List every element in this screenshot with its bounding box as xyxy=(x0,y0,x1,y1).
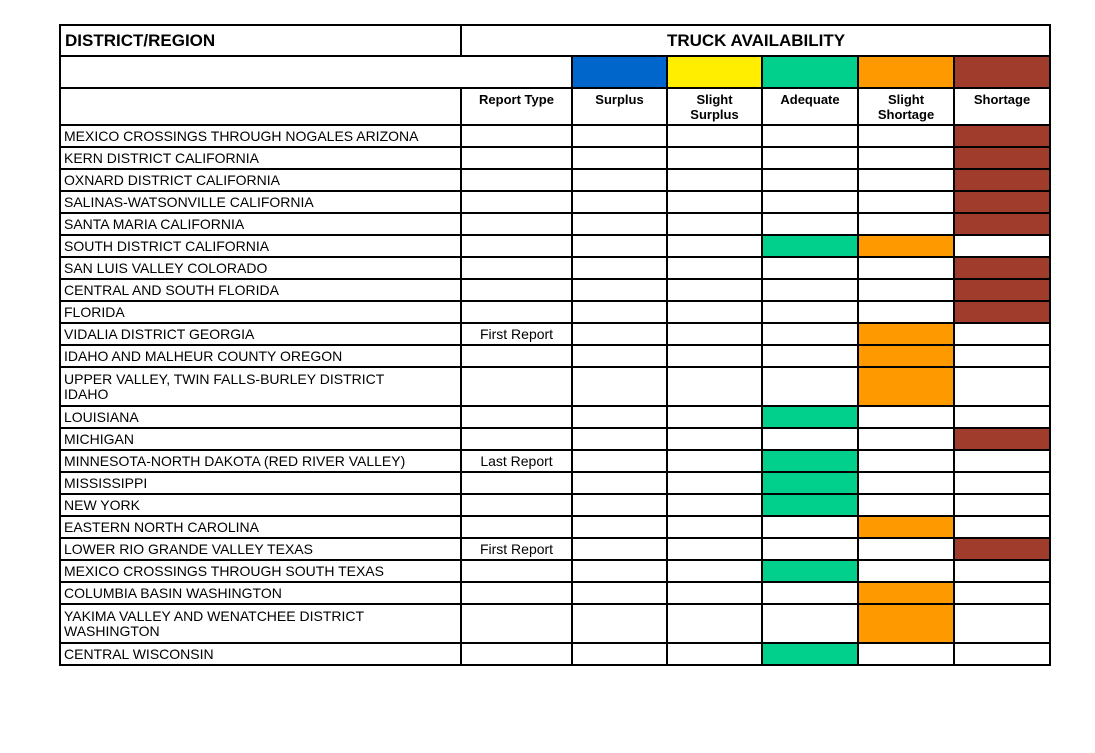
shortage-header: Shortage xyxy=(954,88,1050,125)
slight-surplus-cell xyxy=(667,257,762,279)
slight-surplus-header-line2: Surplus xyxy=(690,107,739,122)
district-name-line2: IDAHO xyxy=(64,385,109,402)
shortage-cell xyxy=(954,279,1050,301)
district-name-line1: MICHIGAN xyxy=(64,430,134,447)
surplus-cell xyxy=(572,406,667,428)
report-type-cell xyxy=(461,169,572,191)
surplus-cell xyxy=(572,516,667,538)
table-row xyxy=(60,147,1050,169)
table-row xyxy=(60,301,1050,323)
surplus-cell xyxy=(572,450,667,472)
truck-availability-header: TRUCK AVAILABILITY xyxy=(461,25,1050,56)
slight-shortage-cell xyxy=(858,472,954,494)
district-name-line1: NEW YORK xyxy=(64,496,140,513)
district-name xyxy=(60,323,461,345)
slight-surplus-cell xyxy=(667,213,762,235)
report-type-cell xyxy=(461,235,572,257)
slight-shortage-cell xyxy=(858,301,954,323)
table-row xyxy=(60,279,1050,301)
report-type-cell xyxy=(461,406,572,428)
adequate-header: Adequate xyxy=(762,88,858,125)
slight-shortage-cell xyxy=(858,516,954,538)
district-name-line2: WASHINGTON xyxy=(64,622,160,639)
table-row xyxy=(60,472,1050,494)
district-column-header xyxy=(60,88,461,125)
slight-shortage-header-line1: Slight xyxy=(887,92,925,107)
report-type-cell xyxy=(461,472,572,494)
table-row xyxy=(60,323,1050,345)
district-name xyxy=(60,235,461,257)
slight-surplus-cell xyxy=(667,604,762,643)
slight-shortage-swatch xyxy=(858,56,954,88)
surplus-cell xyxy=(572,604,667,643)
district-name xyxy=(60,301,461,323)
report-type-cell xyxy=(461,301,572,323)
district-name-line1: SANTA MARIA CALIFORNIA xyxy=(64,215,245,232)
report-type-cell xyxy=(461,428,572,450)
adequate-cell xyxy=(762,604,858,643)
report-type-cell xyxy=(461,643,572,665)
surplus-cell xyxy=(572,538,667,560)
surplus-cell xyxy=(572,428,667,450)
slight-shortage-cell xyxy=(858,406,954,428)
district-name xyxy=(60,147,461,169)
district-region-header: DISTRICT/REGION xyxy=(60,25,461,56)
surplus-cell xyxy=(572,367,667,406)
district-name xyxy=(60,406,461,428)
report-type-cell xyxy=(461,516,572,538)
report-type-cell: First Report xyxy=(461,538,572,560)
district-name-line1: SALINAS-WATSONVILLE CALIFORNIA xyxy=(64,193,314,210)
adequate-cell xyxy=(762,582,858,604)
district-name-line1: CENTRAL AND SOUTH FLORIDA xyxy=(64,281,279,298)
slight-shortage-cell xyxy=(858,279,954,301)
district-name-line1: IDAHO AND MALHEUR COUNTY OREGON xyxy=(64,347,343,364)
slight-shortage-cell xyxy=(858,147,954,169)
slight-shortage-cell xyxy=(858,494,954,516)
district-name-line1: MEXICO CROSSINGS THROUGH SOUTH TEXAS xyxy=(64,562,384,579)
report-type-cell xyxy=(461,367,572,406)
adequate-cell xyxy=(762,191,858,213)
report-type-cell: Last Report xyxy=(461,450,572,472)
adequate-cell xyxy=(762,279,858,301)
adequate-cell xyxy=(762,125,858,147)
slight-shortage-cell xyxy=(858,538,954,560)
district-name xyxy=(60,472,461,494)
district-name-line1: VIDALIA DISTRICT GEORGIA xyxy=(64,325,255,342)
slight-surplus-cell xyxy=(667,582,762,604)
slight-surplus-cell xyxy=(667,125,762,147)
slight-surplus-swatch xyxy=(667,56,762,88)
adequate-cell xyxy=(762,367,858,406)
surplus-cell xyxy=(572,472,667,494)
table-row xyxy=(60,367,1050,406)
slight-surplus-header xyxy=(667,88,762,125)
district-name xyxy=(60,428,461,450)
adequate-cell xyxy=(762,428,858,450)
slight-surplus-cell xyxy=(667,643,762,665)
district-name xyxy=(60,538,461,560)
slight-shortage-cell xyxy=(858,169,954,191)
slight-surplus-cell xyxy=(667,235,762,257)
shortage-cell xyxy=(954,472,1050,494)
district-name-line1: UPPER VALLEY, TWIN FALLS-BURLEY DISTRICT xyxy=(64,370,385,387)
surplus-cell xyxy=(572,235,667,257)
district-name xyxy=(60,450,461,472)
district-name xyxy=(60,257,461,279)
slight-surplus-cell xyxy=(667,494,762,516)
table-row xyxy=(60,191,1050,213)
shortage-cell xyxy=(954,406,1050,428)
adequate-cell xyxy=(762,301,858,323)
adequate-cell xyxy=(762,257,858,279)
slight-shortage-cell xyxy=(858,582,954,604)
truck-availability-table xyxy=(59,24,1051,666)
report-type-cell xyxy=(461,213,572,235)
report-type-header: Report Type xyxy=(461,88,572,125)
district-name-line1: LOWER RIO GRANDE VALLEY TEXAS xyxy=(64,540,313,557)
adequate-cell xyxy=(762,323,858,345)
district-name-line1: KERN DISTRICT CALIFORNIA xyxy=(64,149,259,166)
header-row xyxy=(60,25,1050,56)
table-row xyxy=(60,604,1050,643)
table-row xyxy=(60,345,1050,367)
shortage-cell xyxy=(954,604,1050,643)
district-name xyxy=(60,516,461,538)
table-row xyxy=(60,643,1050,665)
district-name-line1: FLORIDA xyxy=(64,303,125,320)
district-name xyxy=(60,604,461,643)
surplus-swatch xyxy=(572,56,667,88)
shortage-cell xyxy=(954,345,1050,367)
surplus-cell xyxy=(572,582,667,604)
surplus-header: Surplus xyxy=(572,88,667,125)
slight-surplus-cell xyxy=(667,279,762,301)
report-type-cell xyxy=(461,279,572,301)
report-type-cell xyxy=(461,582,572,604)
table-row xyxy=(60,125,1050,147)
slight-surplus-cell xyxy=(667,169,762,191)
district-name-line1: OXNARD DISTRICT CALIFORNIA xyxy=(64,171,280,188)
shortage-cell xyxy=(954,450,1050,472)
slight-shortage-cell xyxy=(858,257,954,279)
slight-surplus-cell xyxy=(667,538,762,560)
district-name-line1: SAN LUIS VALLEY COLORADO xyxy=(64,259,268,276)
report-type-cell xyxy=(461,604,572,643)
shortage-cell xyxy=(954,428,1050,450)
adequate-cell xyxy=(762,147,858,169)
legend-blank-cell xyxy=(60,56,572,88)
slight-shortage-header-line2: Shortage xyxy=(877,107,935,122)
slight-shortage-cell xyxy=(858,450,954,472)
slight-shortage-header xyxy=(858,88,954,125)
table-row xyxy=(60,428,1050,450)
district-name-line1: MISSISSIPPI xyxy=(64,474,148,491)
district-name xyxy=(60,213,461,235)
table-row xyxy=(60,516,1050,538)
table-row xyxy=(60,450,1050,472)
adequate-cell xyxy=(762,235,858,257)
surplus-cell xyxy=(572,345,667,367)
slight-shortage-cell xyxy=(858,191,954,213)
report-type-cell xyxy=(461,345,572,367)
shortage-cell xyxy=(954,301,1050,323)
slight-shortage-cell xyxy=(858,560,954,582)
report-type-cell xyxy=(461,191,572,213)
district-name-line1: COLUMBIA BASIN WASHINGTON xyxy=(64,584,282,601)
district-name xyxy=(60,367,461,406)
legend-swatch-row xyxy=(60,56,1050,88)
slight-surplus-cell xyxy=(667,147,762,169)
district-name-line1: CENTRAL WISCONSIN xyxy=(64,645,214,662)
shortage-cell xyxy=(954,367,1050,406)
adequate-cell xyxy=(762,345,858,367)
district-name xyxy=(60,279,461,301)
table-row xyxy=(60,560,1050,582)
adequate-cell xyxy=(762,213,858,235)
shortage-cell xyxy=(954,643,1050,665)
shortage-cell xyxy=(954,538,1050,560)
slight-shortage-cell xyxy=(858,345,954,367)
district-name xyxy=(60,125,461,147)
table-row xyxy=(60,582,1050,604)
district-name-line1: EASTERN NORTH CAROLINA xyxy=(64,518,259,535)
slight-shortage-cell xyxy=(858,125,954,147)
district-name-line1: MEXICO CROSSINGS THROUGH NOGALES ARIZONA xyxy=(64,127,419,144)
adequate-cell xyxy=(762,472,858,494)
shortage-cell xyxy=(954,494,1050,516)
shortage-cell xyxy=(954,323,1050,345)
shortage-cell xyxy=(954,147,1050,169)
adequate-cell xyxy=(762,560,858,582)
slight-surplus-cell xyxy=(667,191,762,213)
adequate-swatch xyxy=(762,56,858,88)
slight-surplus-cell xyxy=(667,323,762,345)
surplus-cell xyxy=(572,301,667,323)
slight-shortage-cell xyxy=(858,323,954,345)
surplus-cell xyxy=(572,169,667,191)
surplus-cell xyxy=(572,494,667,516)
shortage-cell xyxy=(954,169,1050,191)
column-header-row xyxy=(60,88,1050,125)
slight-surplus-cell xyxy=(667,560,762,582)
slight-surplus-cell xyxy=(667,301,762,323)
adequate-cell xyxy=(762,516,858,538)
district-name-line1: LOUISIANA xyxy=(64,408,139,425)
report-type-cell xyxy=(461,147,572,169)
adequate-cell xyxy=(762,538,858,560)
district-name-line1: YAKIMA VALLEY AND WENATCHEE DISTRICT xyxy=(64,607,365,624)
district-name xyxy=(60,169,461,191)
slight-shortage-cell xyxy=(858,428,954,450)
district-name xyxy=(60,560,461,582)
slight-surplus-cell xyxy=(667,406,762,428)
report-type-cell xyxy=(461,125,572,147)
district-name xyxy=(60,345,461,367)
report-type-cell xyxy=(461,257,572,279)
slight-shortage-cell xyxy=(858,213,954,235)
shortage-cell xyxy=(954,235,1050,257)
slight-surplus-cell xyxy=(667,450,762,472)
district-name xyxy=(60,494,461,516)
slight-shortage-cell xyxy=(858,604,954,643)
report-type-cell: First Report xyxy=(461,323,572,345)
report-type-cell xyxy=(461,494,572,516)
shortage-swatch xyxy=(954,56,1050,88)
shortage-cell xyxy=(954,213,1050,235)
surplus-cell xyxy=(572,213,667,235)
shortage-cell xyxy=(954,125,1050,147)
shortage-cell xyxy=(954,560,1050,582)
surplus-cell xyxy=(572,323,667,345)
slight-shortage-cell xyxy=(858,235,954,257)
adequate-cell xyxy=(762,494,858,516)
table-row xyxy=(60,538,1050,560)
slight-surplus-cell xyxy=(667,472,762,494)
adequate-cell xyxy=(762,450,858,472)
table-row xyxy=(60,406,1050,428)
table-row xyxy=(60,169,1050,191)
slight-shortage-cell xyxy=(858,643,954,665)
slight-surplus-cell xyxy=(667,516,762,538)
slight-surplus-cell xyxy=(667,428,762,450)
slight-shortage-cell xyxy=(858,367,954,406)
adequate-cell xyxy=(762,169,858,191)
shortage-cell xyxy=(954,191,1050,213)
surplus-cell xyxy=(572,560,667,582)
district-name-line1: SOUTH DISTRICT CALIFORNIA xyxy=(64,237,270,254)
table-row xyxy=(60,213,1050,235)
adequate-cell xyxy=(762,643,858,665)
shortage-cell xyxy=(954,516,1050,538)
shortage-cell xyxy=(954,257,1050,279)
surplus-cell xyxy=(572,643,667,665)
slight-surplus-cell xyxy=(667,367,762,406)
surplus-cell xyxy=(572,125,667,147)
table-row xyxy=(60,494,1050,516)
report-type-cell xyxy=(461,560,572,582)
adequate-cell xyxy=(762,406,858,428)
district-name-line1: MINNESOTA-NORTH DAKOTA (RED RIVER VALLEY) xyxy=(64,452,406,469)
table-row xyxy=(60,235,1050,257)
district-name xyxy=(60,643,461,665)
district-name xyxy=(60,191,461,213)
slight-surplus-cell xyxy=(667,345,762,367)
district-name xyxy=(60,582,461,604)
surplus-cell xyxy=(572,191,667,213)
surplus-cell xyxy=(572,257,667,279)
surplus-cell xyxy=(572,279,667,301)
slight-surplus-header-line1: Slight xyxy=(696,92,733,107)
shortage-cell xyxy=(954,582,1050,604)
table-row xyxy=(60,257,1050,279)
surplus-cell xyxy=(572,147,667,169)
